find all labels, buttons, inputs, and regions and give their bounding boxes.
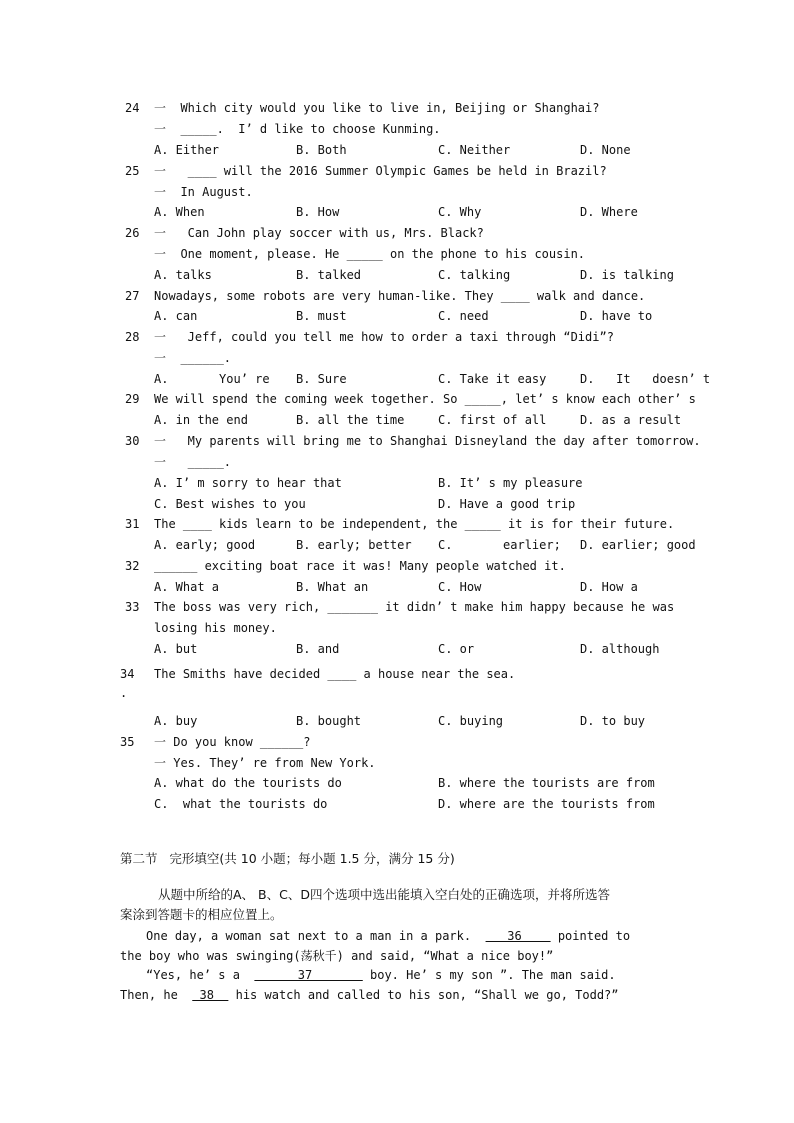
option-a: A. buy <box>154 714 198 728</box>
option-b: B. all the time <box>296 413 405 427</box>
question-stem: 一 Can John play soccer with us, Mrs. Black? <box>154 226 484 240</box>
option-d: D. is talking <box>580 268 674 282</box>
question-number: 31 <box>125 517 140 531</box>
passage-text: boy. He’ s my son ”. The man said. <box>362 968 616 982</box>
option-b: B. early; better <box>296 538 412 552</box>
passage-text: Then, he <box>120 988 193 1002</box>
blank-36: 36 <box>485 929 551 943</box>
question-stem: losing his money. <box>154 621 277 635</box>
question-number: 30 <box>125 434 140 448</box>
section-instruction: 案涂到答题卡的相应位置上。 <box>120 907 283 922</box>
question-stem: 一 One moment, please. He _____ on the phone to his cousin. <box>154 247 586 261</box>
option-a: A. in the end <box>154 413 248 427</box>
question-number: 26 <box>125 226 140 240</box>
option-a: A. but <box>154 642 198 656</box>
option-a: A. talks <box>154 268 212 282</box>
option-c: C. buying <box>438 714 504 728</box>
option-d: D. to buy <box>580 714 646 728</box>
passage-text: his watch and called to his son, “Shall we go, Todd?” <box>228 988 619 1002</box>
option-d: D. How a <box>580 580 638 594</box>
option-b: B. It’ s my pleasure <box>438 476 583 490</box>
option-d: D. have to <box>580 309 653 323</box>
question-stem: 一 ____ will the 2016 Summer Olympic Games be held in Brazil? <box>154 164 607 178</box>
option-c: C. first of all <box>438 413 547 427</box>
question-stem: 一 _____. <box>154 455 232 469</box>
question-number: 27 <box>125 289 140 303</box>
question-stem: 一 ______. <box>154 351 232 365</box>
passage-line: the boy who was swinging(荡秋千) and said, “What a nice boy!” <box>120 949 554 963</box>
question-stem: 一 Yes. They’ re from New York. <box>154 756 376 770</box>
section-instruction: 从题中所给的A、 B、C、D四个选项中选出能填入空白处的正确选项，并将所选答 <box>158 887 610 902</box>
option-b: B. Sure <box>296 372 347 386</box>
question-stem: 一 Do you know ______? <box>154 735 311 749</box>
option-c: C. need <box>438 309 489 323</box>
question-number: 35 <box>120 735 135 749</box>
option-c: C. Neither <box>438 143 511 157</box>
option-c: C. Why <box>438 205 482 219</box>
passage-line <box>146 968 616 982</box>
option-d: D. although <box>580 642 660 656</box>
passage-text: pointed to <box>550 929 631 943</box>
option-a: A. can <box>154 309 198 323</box>
option-b: B. and <box>296 642 340 656</box>
question-stem: Nowadays, some robots are very human-like. They ____ walk and dance. <box>154 289 646 303</box>
option-a: A. what do the tourists do <box>154 776 342 790</box>
option-a: A. Either <box>154 143 220 157</box>
question-stem: The boss was very rich, _______ it didn’ t make him happy because he was <box>154 600 675 614</box>
stray-mark: . <box>120 686 128 700</box>
option-b: B. Both <box>296 143 347 157</box>
question-stem: 一 Jeff, could you tell me how to order a taxi through “Didi”? <box>154 330 614 344</box>
passage-text: One day, a woman sat next to a man in a park. <box>146 929 472 943</box>
option-a: A. When <box>154 205 205 219</box>
option-b: B. bought <box>296 714 362 728</box>
blank-37: 37 <box>254 968 363 982</box>
passage-line <box>146 929 630 943</box>
option-d: D. Have a good trip <box>438 497 576 511</box>
option-c: C. talking <box>438 268 511 282</box>
option-c: C. or <box>438 642 475 656</box>
question-stem: We will spend the coming week together. So _____, let’ s know each other’ s <box>154 392 696 406</box>
option-c: C. what the tourists do <box>154 797 328 811</box>
section-heading: 第二节 完形填空(共 10 小题；每小题 1.5 分，满分 15 分) <box>120 851 455 866</box>
passage-line <box>120 988 619 1002</box>
option-d: D. None <box>580 143 631 157</box>
question-number: 33 <box>125 600 140 614</box>
option-a: A. early; good <box>154 538 256 552</box>
question-stem: 一 My parents will bring me to Shanghai Disneyland the day after tomorrow. <box>154 434 701 448</box>
question-number: 34 <box>120 667 135 681</box>
question-stem: ______ exciting boat race it was! Many people watched it. <box>154 559 566 573</box>
option-d: D. Where <box>580 205 638 219</box>
option-c: C. earlier; <box>438 538 561 552</box>
passage-text: “Yes, he’ s a <box>146 968 248 982</box>
option-d: D. earlier; good <box>580 538 696 552</box>
option-c: C. Take it easy <box>438 372 547 386</box>
question-number: 24 <box>125 101 140 115</box>
option-b: B. talked <box>296 268 362 282</box>
question-number: 28 <box>125 330 140 344</box>
question-number: 32 <box>125 559 140 573</box>
option-b: B. where the tourists are from <box>438 776 655 790</box>
option-a: A. I’ m sorry to hear that <box>154 476 342 490</box>
option-d: D. as a result <box>580 413 682 427</box>
option-d: D. It doesn’ t <box>580 372 711 386</box>
question-stem: 一 _____. I’ d like to choose Kunming. <box>154 122 441 136</box>
question-number: 29 <box>125 392 140 406</box>
option-b: B. How <box>296 205 340 219</box>
question-stem: The ____ kids learn to be independent, the _____ it is for their future. <box>154 517 675 531</box>
option-c: C. Best wishes to you <box>154 497 306 511</box>
question-stem: The Smiths have decided ____ a house near the sea. <box>154 667 516 681</box>
option-a: A. You’ re <box>154 372 270 386</box>
question-stem: 一 In August. <box>154 185 253 199</box>
question-number: 25 <box>125 164 140 178</box>
blank-38: 38 <box>192 988 229 1002</box>
option-b: B. What an <box>296 580 369 594</box>
option-c: C. How <box>438 580 482 594</box>
option-b: B. must <box>296 309 347 323</box>
question-stem: 一 Which city would you like to live in, Beijing or Shanghai? <box>154 101 600 115</box>
option-d: D. where are the tourists from <box>438 797 655 811</box>
option-a: A. What a <box>154 580 220 594</box>
